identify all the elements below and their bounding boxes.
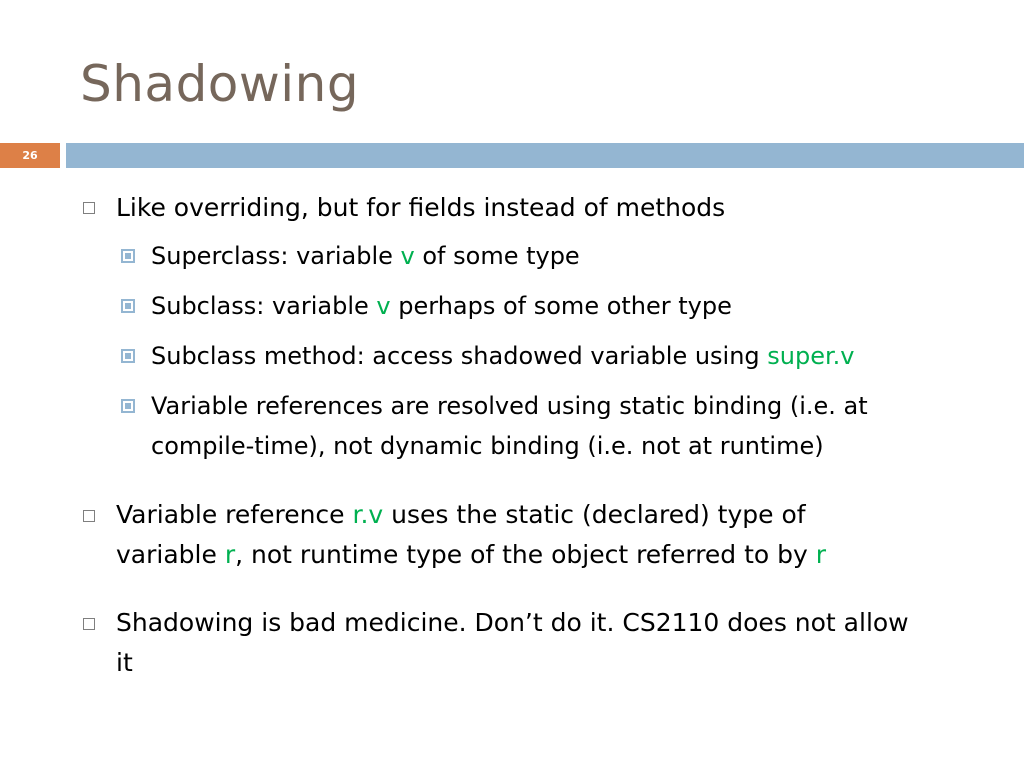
slide-number: 26 — [22, 149, 38, 162]
bullet-2-code-rv: r.v — [352, 500, 384, 529]
bullet-2-text-e: , not runtime type of the object referred to by — [235, 540, 816, 569]
slide-title: Shadowing — [80, 55, 360, 113]
sub-bullet-square-icon — [121, 249, 135, 263]
bullet-2-text-a: Variable reference — [116, 500, 353, 529]
bullet-2 — [116, 495, 906, 575]
sub-bullet-2-code: v — [376, 292, 391, 320]
bullet-square-icon — [83, 510, 95, 522]
sub-bullet-1 — [151, 236, 981, 276]
sub-bullet-1-text-a: Superclass: variable — [151, 242, 401, 270]
bullet-2-code-r1: r — [224, 540, 236, 569]
bullet-2-code-r2: r — [815, 540, 827, 569]
bullet-2-text-c: uses the static (declared) type of variable — [116, 500, 806, 569]
sub-bullet-2-text-a: Subclass: variable — [151, 292, 377, 320]
bullet-3: Shadowing is bad medicine. Don’t do it. CS2110 does not allow it — [116, 608, 909, 677]
sub-bullet-square-icon — [121, 349, 135, 363]
sub-bullet-4: Variable references are resolved using static binding (i.e. at compile-time), not dynamic binding (i.e. not at runtime) — [151, 392, 868, 460]
bullet-1: Like overriding, but for fields instead of methods — [116, 193, 726, 222]
sub-bullet-3-code: super.v — [767, 342, 855, 370]
sub-bullet-1-code: v — [400, 242, 415, 270]
sub-bullet-1-text-c: of some type — [414, 242, 580, 270]
bullet-square-icon — [83, 618, 95, 630]
sub-bullet-2 — [151, 286, 981, 326]
sub-bullet-3 — [151, 336, 981, 376]
sub-bullet-2-text-c: perhaps of some other type — [390, 292, 732, 320]
sub-bullet-square-icon — [121, 399, 135, 413]
bullet-square-icon — [83, 202, 95, 214]
sub-bullet-3-text-a: Subclass method: access shadowed variable using — [151, 342, 768, 370]
sub-bullet-square-icon — [121, 299, 135, 313]
